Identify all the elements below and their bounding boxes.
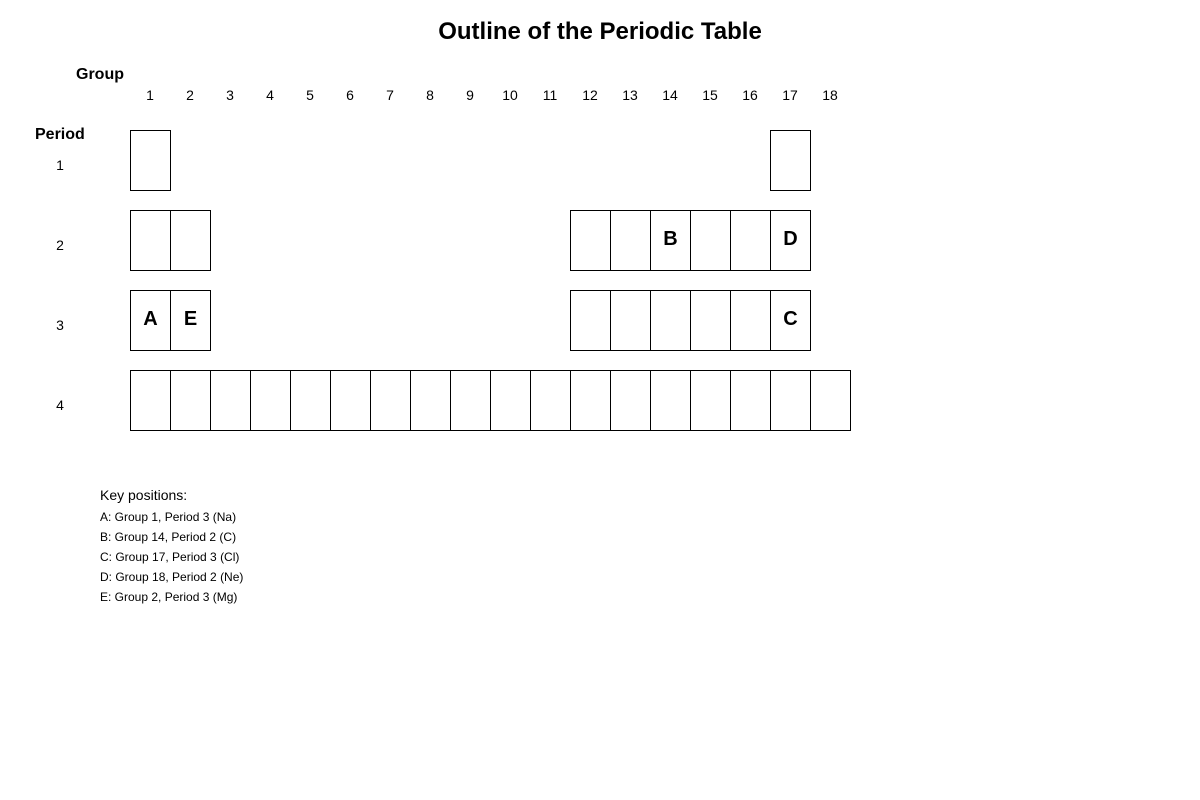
cell-letter-e: E [183,308,198,330]
page-title: Outline of the Periodic Table [438,18,762,45]
period-number-4: 4 [56,397,64,413]
element-cell-p3-g12 [570,290,611,351]
element-cell-p2-g12 [570,210,611,271]
group-axis-heading: Group [76,66,124,83]
group-number-5: 5 [306,87,314,103]
group-number-18: 18 [822,87,838,103]
element-cell-p2-g15 [690,210,731,271]
element-cell-p4-g16 [730,370,771,431]
element-cell-p4-g1 [130,370,171,431]
element-cell-p4-g12 [570,370,611,431]
element-cell-p4-g6 [330,370,371,431]
element-cell-p4-g14 [650,370,691,431]
element-cell-p4-g15 [690,370,731,431]
element-cell-p2-g2 [170,210,211,271]
group-number-3: 3 [226,87,234,103]
cell-letter-d: D [783,228,798,250]
group-number-12: 12 [582,87,598,103]
element-cell-p4-g18 [810,370,851,431]
element-cell-p2-g14 [650,210,691,271]
cell-letter-c: C [783,308,798,330]
element-cell-p3-g17 [770,290,811,351]
element-cell-p4-g5 [290,370,331,431]
element-cell-p4-g9 [450,370,491,431]
element-cell-p4-g3 [210,370,251,431]
element-cell-p4-g17 [770,370,811,431]
element-cell-p2-g16 [730,210,771,271]
element-cell-p1-g1 [130,130,171,191]
period-number-1: 1 [56,157,64,173]
element-cell-p4-g10 [490,370,531,431]
element-cell-p2-g13 [610,210,651,271]
element-cell-p3-g1 [130,290,171,351]
group-number-17: 17 [782,87,798,103]
element-cell-p4-g13 [610,370,651,431]
element-cell-p2-g1 [130,210,171,271]
cell-letter-b: B [663,228,678,250]
group-number-2: 2 [186,87,194,103]
group-number-1: 1 [146,87,154,103]
key-legend [100,486,243,607]
group-number-15: 15 [702,87,718,103]
element-cell-p4-g11 [530,370,571,431]
element-cell-p3-g16 [730,290,771,351]
element-cell-p1-g17 [770,130,811,191]
element-cell-p3-g15 [690,290,731,351]
key-item-d: D: Group 18, Period 2 (Ne) [100,570,244,584]
group-number-10: 10 [502,87,518,103]
group-number-14: 14 [662,87,678,103]
group-number-9: 9 [466,87,474,103]
period-number-2: 2 [56,237,64,253]
element-cell-p2-g17 [770,210,811,271]
group-number-4: 4 [266,87,274,103]
key-item-a: A: Group 1, Period 3 (Na) [100,510,237,524]
group-number-11: 11 [542,87,558,103]
element-cell-p4-g4 [250,370,291,431]
element-cell-p3-g14 [650,290,691,351]
key-title: Key positions: [100,487,188,503]
element-cell-p4-g8 [410,370,451,431]
period-axis-heading: Period [35,126,85,143]
element-cell-p4-g2 [170,370,211,431]
key-item-e: E: Group 2, Period 3 (Mg) [100,590,238,604]
element-cell-p3-g13 [610,290,651,351]
cell-letter-a: A [143,308,158,330]
period-number-3: 3 [56,317,64,333]
key-item-b: B: Group 14, Period 2 (C) [100,530,237,544]
group-number-6: 6 [346,87,354,103]
key-item-c: C: Group 17, Period 3 (Cl) [100,550,240,564]
element-cell-p4-g7 [370,370,411,431]
group-number-13: 13 [622,87,638,103]
group-number-8: 8 [426,87,434,103]
element-cell-p3-g2 [170,290,211,351]
group-number-16: 16 [742,87,758,103]
group-number-7: 7 [386,87,394,103]
